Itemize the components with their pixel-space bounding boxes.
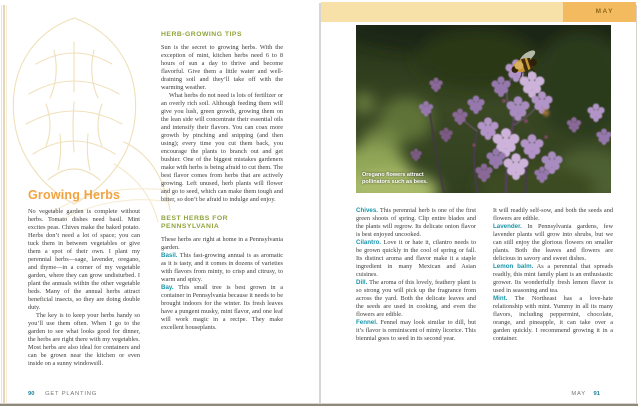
header-band xyxy=(321,2,563,22)
herb-entry-fennel xyxy=(356,319,476,343)
best-herbs-lead: These herbs are right at home in a Pennsylvania garden. xyxy=(161,236,283,251)
herb-text: Love it or hate it, cilantro needs to be grown quickly in the cool of spring or fall. Its distinct aroma and flavor make it a staple ingredient in many Mexican and Asian cuisines. xyxy=(356,239,477,278)
right-page-footer xyxy=(493,391,600,397)
herb-entry-chives xyxy=(356,207,476,239)
intro-column xyxy=(28,208,140,368)
herbs-column-2 xyxy=(493,207,613,343)
herb-name: Cilantro. xyxy=(356,239,382,246)
herb-name: Basil. xyxy=(161,252,178,259)
herb-text: This perennial herb is one of the first green shoots of spring. Clip entire blades and the plants will regrow. Its delicate onion flavor is best enjoyed uncooked. xyxy=(356,207,476,238)
month-tab: MAY xyxy=(563,2,636,22)
herb-text: Fennel may look similar to dill, but it’s flavor is reminiscent of minty licorice. This biennial goes to seed in its second year. xyxy=(356,319,476,342)
herb-text: In Pennsylvania gardens, few lavender plants will grow into shrubs, but we can still enjoy the glorious flowers on smaller plants. Both the leaves and flowers are delicious in savory and sweet dishes. xyxy=(493,223,613,262)
tips-column xyxy=(161,31,283,332)
herb-entry-lavender xyxy=(493,223,613,263)
oregano-photo-image xyxy=(356,25,611,193)
page-number: 91 xyxy=(593,391,600,397)
intro-paragraph: No vegetable garden is complete without herbs. Tomato dishes need basil. Mint excites peas. Chives make the baked potato. Herbs don’t need a lot of space; you can tuck them in between vegetables or give them a spot of their own. I plant my perennial herbs—sage, lavender, oregano, and thyme—in a corner of my vegetable garden, where they can grow undisturbed. I plant the annuals within the other vegetable beds. Many of the annual herbs attract beneficial insects, so they are doing double duty. xyxy=(28,208,140,311)
page-number: 90 xyxy=(28,391,35,397)
herbs-column-1 xyxy=(356,207,476,343)
fennel-continuation: It will readily self-sow, and both the seeds and flowers are edible. xyxy=(493,207,613,222)
photo-caption-line: pollinators such as bees. xyxy=(362,179,428,185)
section-label: GET PLANTING xyxy=(45,391,98,397)
herb-entry-cilantro xyxy=(356,239,476,279)
herb-text: This small tree is best grown in a container in Pennsylvania because it needs to be brought indoors for the winter. Its fresh leaves have a pungent musky, mint flavor, and one leaf will work magic in a recipe. They make excellent houseplants. xyxy=(161,284,283,331)
intro-paragraph: The key is to keep your herbs handy so you’ll use them often. When I go to the garden to see what looks good for dinner, the herbs are right there with my vegetables. Most herbs are also ideal for containers and can be grown near the kitchen or even inside on a sunny windowsill. xyxy=(28,312,140,367)
tips-paragraph: Sun is the secret to growing herbs. With the exception of mint, kitchen herbs need 6 to 8 hours of sun a day to thrive and become flavorful. Give them a little water and well-draining soil and they’ll take off with the warming weather. xyxy=(161,44,283,91)
herb-name: Mint. xyxy=(493,295,508,302)
insect-icon xyxy=(543,110,549,116)
page-title: Growing Herbs xyxy=(28,188,121,202)
herb-entry-dill xyxy=(356,279,476,319)
herb-entry-bay xyxy=(161,284,283,332)
herb-entry-basil xyxy=(161,252,283,284)
herb-name: Lemon balm. xyxy=(493,263,534,270)
best-herbs-heading: BEST HERBS FOR PENNSYLVANIA xyxy=(161,215,229,230)
herb-name: Bay. xyxy=(161,284,174,291)
herb-entry-lemon-balm xyxy=(493,263,613,295)
tips-paragraph: What herbs do not need is lots of fertilizer or an overly rich soil. Although feeding them will give you lush, green growth, growing them on the lean side will concentrate their essential oils and intensify their flavors. You can coax more growth by pinching and snipping (and then using); every time you cut them back, you encourage the plants to branch out and get bushier. One of the biggest mistakes gardeners make with herbs is being afraid to cut them. The best flavor comes from herbs that are actively growing. Left unused, herb plants will flower and go to seed, which can make them tough and bitter, so don’t be afraid to indulge and enjoy. xyxy=(161,92,283,203)
page-gutter xyxy=(319,3,321,403)
herb-text: The Northeast has a love-hate relationship with mint. Yummy in all its many flavors, including peppermint, chocolate, orange, and pineapple, it can take over a garden quickly. I recommend growing it in a container. xyxy=(493,295,613,342)
herb-name: Chives. xyxy=(356,207,379,214)
herb-name: Fennel. xyxy=(356,319,378,326)
herb-name: Dill. xyxy=(356,279,368,286)
herb-entry-mint xyxy=(493,295,613,343)
herb-text: The aroma of this lovely, feathery plant is so strong you will pick up the fragrance from across the yard. Both the delicate leaves and the seeds are used in cooking, and even the flowers are edible. xyxy=(356,279,476,318)
page-edge-line xyxy=(636,5,637,403)
photo-caption-line: Oregano flowers attract xyxy=(362,172,424,178)
book-bottom-edge xyxy=(0,404,638,406)
tips-heading: HERB-GROWING TIPS xyxy=(161,31,242,38)
section-label: MAY xyxy=(571,391,586,397)
herb-name: Lavender. xyxy=(493,223,522,230)
photo-caption xyxy=(362,172,428,186)
herb-text: As a perennial that spreads readily, this mint family plant is an enthusiastic grower. Its wonderfully fresh lemon flavor is used in seasoning and tea. xyxy=(493,263,613,294)
left-page-footer xyxy=(28,391,97,397)
herb-text: This fast-growing annual is as aromatic as it is tasty, and it comes in dozens of varieties with flavors from minty, to crisp and citrusy, to warm and spicy. xyxy=(161,252,283,283)
